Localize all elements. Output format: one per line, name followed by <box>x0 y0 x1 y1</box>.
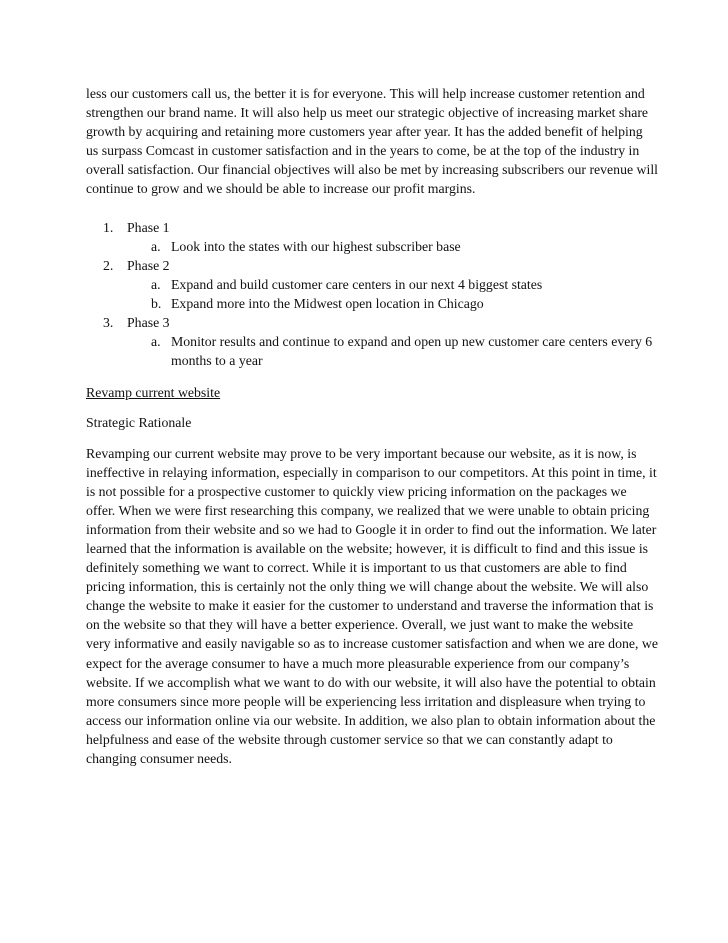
sub-text: Look into the states with our highest subscriber base <box>171 238 461 254</box>
sub-item <box>127 332 658 370</box>
phase-3-sub-list <box>127 332 658 370</box>
phase-item-3 <box>86 313 658 370</box>
sub-text: Expand more into the Midwest open location in Chicago <box>171 295 484 311</box>
phase-2-sub-list <box>127 275 658 313</box>
phase-label: Phase 2 <box>127 257 170 273</box>
sub-letter: a. <box>151 238 161 254</box>
sub-text: Monitor results and continue to expand and open up new customer care centers every 6 months to a year <box>171 334 653 369</box>
subheading: Strategic Rationale <box>86 415 192 431</box>
sub-letter: a. <box>151 276 161 292</box>
phase-label: Phase 3 <box>127 315 170 331</box>
sub-item <box>127 275 658 294</box>
phase-number: 2. <box>103 257 114 273</box>
sub-letter: b. <box>151 295 162 311</box>
phase-number: 1. <box>103 219 114 235</box>
sub-text: Expand and build customer care centers in our next 4 biggest states <box>171 276 543 292</box>
phase-item-2 <box>86 256 658 313</box>
sub-item <box>127 294 658 313</box>
phase-list <box>86 218 658 371</box>
intro-paragraph: less our customers call us, the better it is for everyone. This will help increase customer retention and strengthen our brand name. It will also help us meet our strategic objective of increasing market share growth by acquiring and retaining more customers year after year. It has the added benefit of helping us surpass Comcast in customer satisfaction and in the years to come, be at the top of the industry in overall satisfaction. Our financial objectives will also be met by increasing subscribers our revenue will continue to grow and we should be able to increase our profit margins. <box>86 86 659 197</box>
document-page <box>86 84 658 768</box>
rationale-paragraph: Revamping our current website may prove to be very important because our website, as it is now, is ineffective in relaying information, especially in comparison to our competitors. At this point in time, it is not possible for a prospective customer to quickly view pricing information on the packages we offer. When we were first researching this company, we realized that we were unable to obtain pricing information from their website and so we had to Google it in order to find out the information. We later learned that the information is available on the website; however, it is difficult to find and this issue is definitely something we want to correct. While it is important to us that customers are able to find pricing information, this is certainly not the only thing we will change about the website. We will also change the website to make it easier for the customer to understand and traverse the information that is on the website so that they will have a better experience. Overall, we just want to make the website very informative and easily navigable so as to increase customer satisfaction and when we are done, we expect for the average consumer to have a much more pleasurable experience from our company’s website. If we accomplish what we want to do with our website, it will also have the potential to obtain more consumers since more people will be experiencing less irritation and displeasure when trying to access our information online via our website. In addition, we also plan to obtain information about the helpfulness and ease of the website through customer service so that we can constantly adapt to changing consumer needs. <box>86 445 658 766</box>
phase-number: 3. <box>103 315 114 331</box>
sub-letter: a. <box>151 334 161 350</box>
phase-item-1 <box>86 218 658 256</box>
section-heading: Revamp current website <box>86 385 221 401</box>
phase-label: Phase 1 <box>127 219 170 235</box>
sub-item <box>127 237 658 256</box>
phase-1-sub-list <box>127 237 658 256</box>
